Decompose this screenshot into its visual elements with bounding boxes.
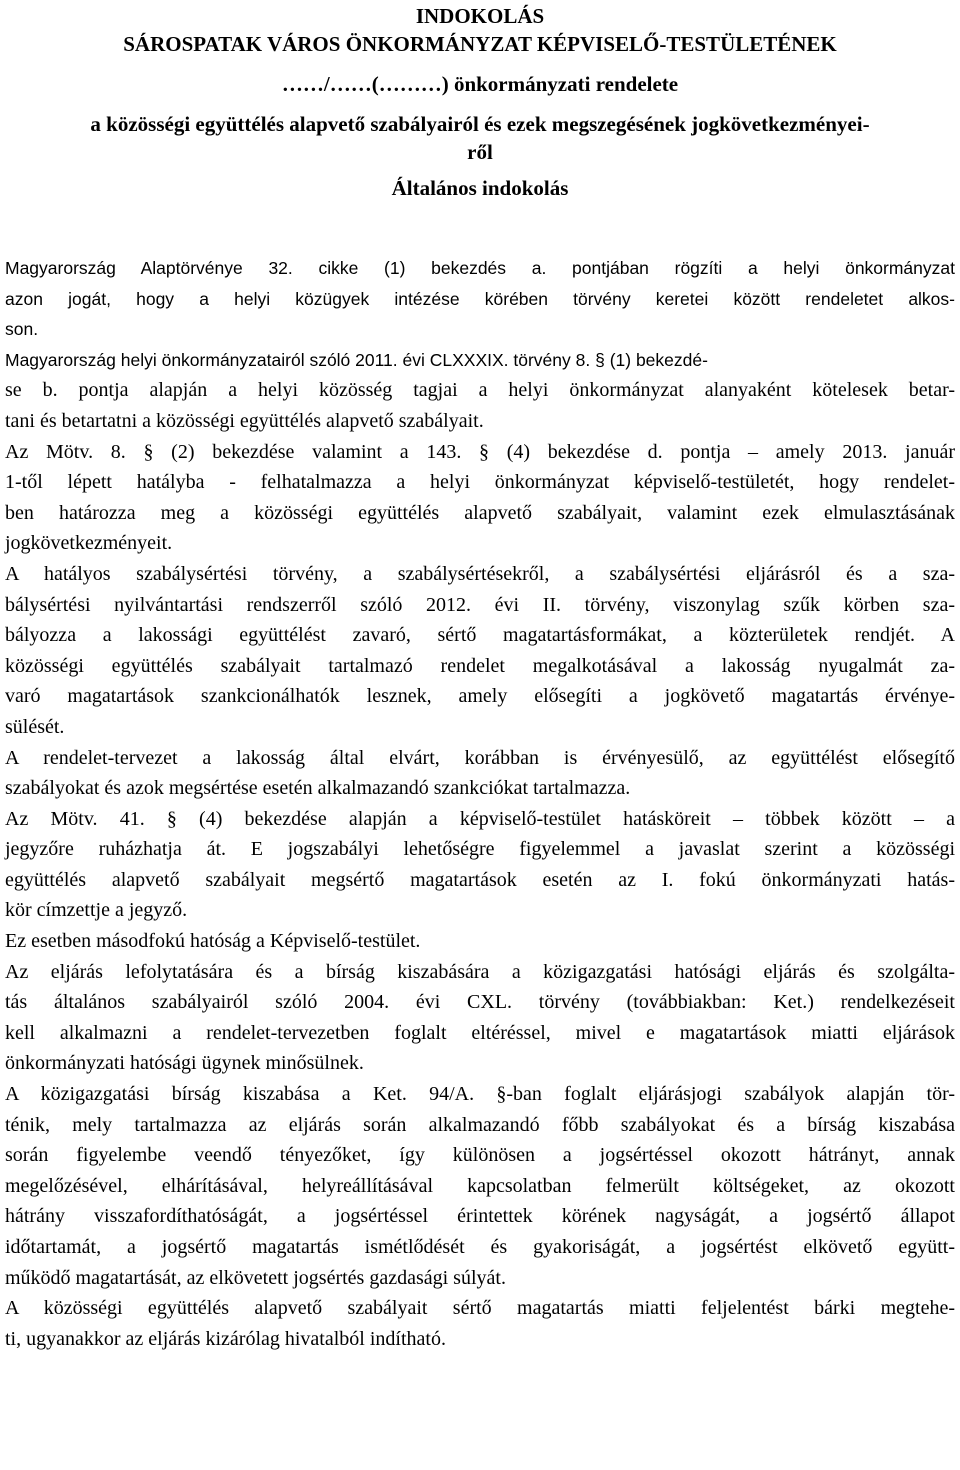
paragraph-line: 1-től lépett hatályba - felhatalmazza a helyi önkormányzat képviselő-testületét, hogy rendelet- xyxy=(5,471,955,494)
regulation-subject xyxy=(5,110,955,166)
paragraph xyxy=(5,345,955,376)
document-issuer: SÁROSPATAK VÁROS ÖNKORMÁNYZAT KÉPVISELŐ-TESTÜLETÉNEK xyxy=(123,32,837,56)
paragraph xyxy=(5,253,955,345)
paragraph-line: Magyarország Alaptörvénye 32. cikke (1) bekezdés a. pontjában rögzíti a helyi önkormányzat xyxy=(5,258,955,278)
paragraph-line: Az Mötv. 8. § (2) bekezdése valamint a 143. § (4) bekezdése d. pontja – amely 2013. január xyxy=(5,440,955,463)
paragraph-line: ténik, mely tartalmazza az eljárás során alkalmazandó főbb szabályokat és a bírság kiszabása xyxy=(5,1113,955,1136)
paragraph-line: tani és betartatni a közösségi együttélés alapvető szabályait. xyxy=(5,409,484,432)
paragraph-line: bályozza a lakossági együttélést zavaró, sértő magatartásformákat, a közterületek rendjét. A xyxy=(5,624,955,647)
paragraph-line: se b. pontja alapján a helyi közösség tagjai a helyi önkormányzat alanyaként kötelesek betar- xyxy=(5,379,955,402)
paragraph-line: időtartamát, a jogsértő magatartás ismétlődését és gyakoriságát, a jogsértést elkövető együtt- xyxy=(5,1236,955,1258)
paragraph xyxy=(5,559,955,743)
paragraph-line: önkormányzati hatósági ügynek minősülnek. xyxy=(5,1052,364,1075)
paragraph xyxy=(5,1079,955,1293)
paragraph xyxy=(5,1293,955,1354)
section-heading: Általános indokolás xyxy=(391,176,569,200)
paragraph-line: azon jogát, hogy a helyi közügyek intézése körében törvény keretei között rendeletet alkos- xyxy=(5,288,955,309)
document-page xyxy=(0,2,960,1470)
paragraph-line: szabályokat és azok megsértése esetén alkalmazandó szankciókat tartalmazza. xyxy=(5,777,631,800)
paragraph-line: Ez esetben másodfokú hatóság a Képviselő-testület. xyxy=(5,930,421,953)
paragraph xyxy=(5,957,955,1079)
paragraph-line: sülését. xyxy=(5,715,65,738)
paragraph-line: A rendelet-tervezet a lakosság által elvárt, korábban is érvényesülő, az együttélést elősegítő xyxy=(5,746,955,769)
paragraph xyxy=(5,375,955,436)
document-body xyxy=(5,253,955,1354)
paragraph-line: együttélés alapvető szabályait megsértő magatartások esetén az I. fokú önkormányzati hatás- xyxy=(5,868,955,891)
paragraph-line: A közigazgatási bírság kiszabása a Ket. 94/A. §-ban foglalt eljárásjogi szabályok alapján tör- xyxy=(5,1083,955,1106)
paragraph-line: jegyzőre ruházhatja át. E jogszabályi lehetőségre figyelemmel a javaslat szerint a közösségi xyxy=(5,838,955,861)
paragraph-line: jogkövetkezményeit. xyxy=(5,532,173,555)
paragraph-line: ben határozza meg a közösségi együttélés alapvető szabályait, valamint ezek elmulasztásának xyxy=(5,501,955,524)
paragraph-line: megelőzésével, elhárításával, helyreállításával kapcsolatban felmerült költségeket, az okozott xyxy=(5,1174,955,1197)
paragraph-line: A közösségi együttélés alapvető szabályait sértő magatartás miatti feljelentést bárki megtehe- xyxy=(5,1297,955,1320)
paragraph-line: Az Mötv. 41. § (4) bekezdése alapján a képviselő-testület hatásköreit – többek között – a xyxy=(5,807,955,830)
regulation-subject-line-2: ről xyxy=(467,140,493,164)
paragraph xyxy=(5,926,955,957)
paragraph-line: son. xyxy=(5,319,39,340)
paragraph-line: tás általános szabályairól szóló 2004. évi CXL. törvény (továbbiakban: Ket.) rendelkezéseit xyxy=(5,991,955,1014)
regulation-number: ……/……(………) önkormányzati rendelete xyxy=(281,72,679,96)
paragraph-line: ti, ugyanakkor az eljárás kizárólag hivatalból indítható. xyxy=(5,1327,446,1350)
paragraph-line: kör címzettje a jegyző. xyxy=(5,899,188,922)
document-title: INDOKOLÁS xyxy=(415,4,545,28)
paragraph-line: kell alkalmazni a rendelet-tervezetben foglalt eltéréssel, mivel e magatartások miatti eljárások xyxy=(5,1021,955,1044)
paragraph xyxy=(5,804,955,926)
paragraph xyxy=(5,437,955,559)
regulation-subject-line-1: a közösségi együttélés alapvető szabályairól és ezek megszegésének jogkövetkezményei- xyxy=(90,112,870,136)
paragraph-line: Magyarország helyi önkormányzatairól szóló 2011. évi CLXXXIX. törvény 8. § (1) bekezdé- xyxy=(5,349,708,370)
paragraph-line: Az eljárás lefolytatására és a bírság kiszabására a közigazgatási hatósági eljárás és szolgálta- xyxy=(5,960,955,983)
paragraph xyxy=(5,743,955,804)
paragraph-line: során figyelembe veendő tényezőket, így különösen a jogsértéssel okozott hátrányt, annak xyxy=(5,1144,955,1167)
paragraph-line: működő magatartását, az elkövetett jogsértés gazdasági súlyát. xyxy=(5,1266,506,1289)
paragraph-line: A hatályos szabálysértési törvény, a szabálysértésekről, a szabálysértési eljárásról és a sza- xyxy=(5,562,955,585)
paragraph-line: hátrány visszafordíthatóságát, a jogsértéssel érintettek körének nagyságát, a jogsértő állapot xyxy=(5,1205,955,1228)
paragraph-line: bálysértési nyilvántartási rendszerről szóló 2012. évi II. törvény, viszonylag szűk körben sza- xyxy=(5,593,955,616)
paragraph-line: varó magatartások szankcionálhatók lesznek, amely elősegíti a jogkövető magatartás érvénye- xyxy=(5,685,955,708)
paragraph-line: közösségi együttélés szabályait tartalmazó rendelet megalkotásával a lakosság nyugalmát za- xyxy=(5,654,955,677)
